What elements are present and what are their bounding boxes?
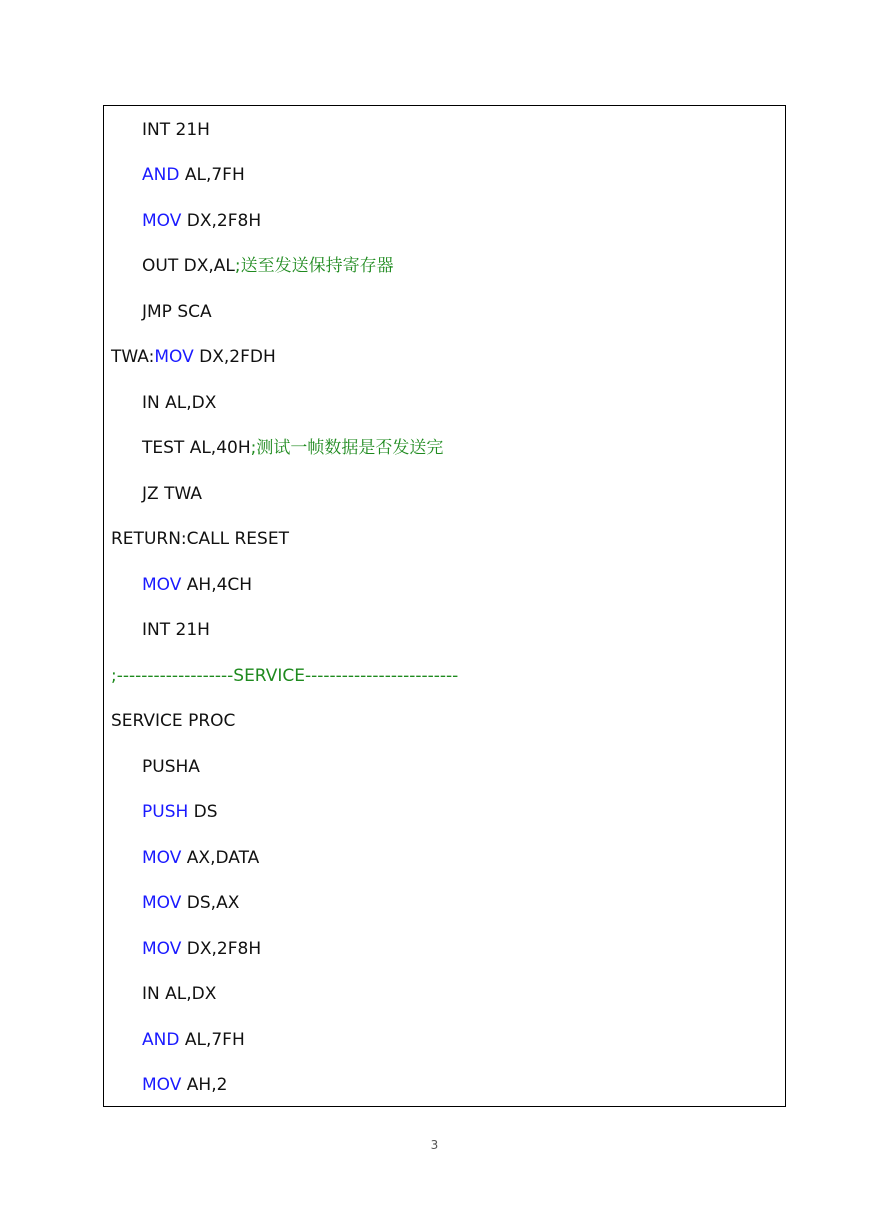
code-text: JZ TWA [142,484,202,504]
code-line [104,434,443,462]
code-listing-box [103,105,786,1107]
code-line [104,662,458,690]
code-line [104,571,252,599]
code-text: PUSHA [142,757,200,777]
code-operands: AX,DATA [181,848,260,868]
code-line [104,1026,245,1054]
code-keyword: MOV [142,893,182,913]
code-text: INT 21H [142,620,210,640]
code-text: OUT DX,AL [142,256,235,276]
code-line [104,616,210,644]
code-line [104,207,261,235]
code-line [104,707,235,735]
code-keyword: MOV [142,1075,182,1095]
code-line [104,252,394,280]
code-text: IN AL,DX [142,393,217,413]
code-line [104,480,202,508]
code-operands: AH,4CH [181,575,253,595]
code-keyword: AND [142,165,180,185]
code-keyword: MOV [142,939,182,959]
code-line [104,343,276,371]
code-operands: AH,2 [181,1075,228,1095]
code-operands: AL,7FH [179,165,245,185]
code-operands: DS,AX [181,893,240,913]
code-line [104,525,289,553]
code-line [104,1071,227,1099]
code-label: SERVICE PROC [111,711,236,731]
code-operands: DX,2F8H [181,211,262,231]
code-operands: AL,7FH [179,1030,245,1050]
code-line [104,389,216,417]
code-comment: ;-------------------SERVICE------------------------- [111,666,459,686]
code-operands: DX,2F8H [181,939,262,959]
page-number: 3 [430,1138,439,1152]
code-label: RETURN:CALL RESET [111,529,289,549]
code-keyword: MOV [142,211,182,231]
code-line [104,980,216,1008]
code-line [104,844,259,872]
code-keyword: MOV [142,848,182,868]
code-line [104,116,210,144]
code-operands: DX,2FDH [193,347,276,367]
code-line [104,298,212,326]
code-text: IN AL,DX [142,984,217,1004]
code-comment: ;测试一帧数据是否发送完 [250,438,444,458]
code-keyword: AND [142,1030,180,1050]
code-text: INT 21H [142,120,210,140]
code-line [104,161,245,189]
code-text: TEST AL,40H [142,438,251,458]
code-line [104,798,218,826]
code-keyword: MOV [154,347,194,367]
code-text: JMP SCA [142,302,212,322]
code-label: TWA: [111,347,155,367]
code-line [104,935,261,963]
code-operands: DS [188,802,218,822]
code-keyword: MOV [142,575,182,595]
code-keyword: PUSH [142,802,189,822]
code-line [104,753,200,781]
code-line [104,889,239,917]
code-comment: ;送至发送保持寄存器 [234,256,394,276]
